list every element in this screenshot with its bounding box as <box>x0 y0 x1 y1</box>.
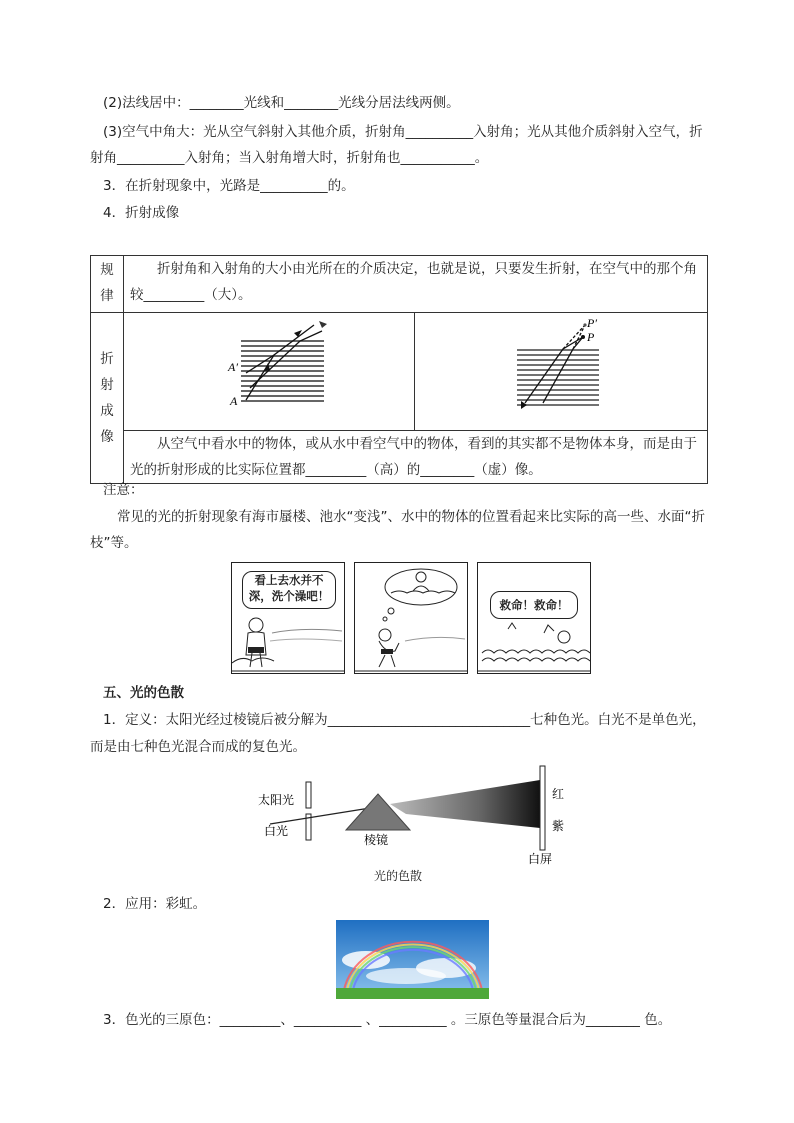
refraction-table <box>90 255 708 484</box>
primary-colors-line: 3．色光的三原色：_________、__________ 、__________ 。三原色等量混合后为________ 色。 <box>103 1012 672 1028</box>
rainbow-photo <box>336 920 489 999</box>
section-title-dispersion: 五、光的色散 <box>103 685 184 701</box>
comic-scene-3 <box>478 563 590 673</box>
eye-icon <box>319 321 327 328</box>
note-text: 常见的光的折射现象有海市蜃楼、池水“变浅”、水中的物体的位置看起来比实际的高一些、水面“折 <box>117 509 705 525</box>
imaging-text: 从空气中看水中的物体，或从水中看空气中的物体，看到的其实都不是物体本身，而是由于光的折射形成的比实际位置都_________（高）的________（虚）像。 <box>124 431 708 484</box>
comic-panel-3 <box>477 562 591 674</box>
rule-label-char: 规 <box>100 262 114 278</box>
imaging-label-char: 射 <box>100 377 114 393</box>
definition-line-cont: 而是由七种色光混合而成的复色光。 <box>90 739 306 755</box>
imaging-label-char: 折 <box>100 351 114 367</box>
speech-bubble: 救命！救命！ <box>490 591 578 619</box>
comic-panel-1 <box>231 562 345 674</box>
white-screen <box>540 766 545 850</box>
label-violet: 紫 <box>552 819 565 833</box>
dispersion-caption: 光的色散 <box>374 869 423 883</box>
label-white-light: 白光 <box>264 824 289 838</box>
refraction-diagram-bird <box>415 313 707 421</box>
text-line-angle: (3)空气中角大：光从空气斜射入其他介质，折射角__________入射角；光从其他介质斜射入空气，折 <box>103 124 703 140</box>
rule-label <box>91 256 124 313</box>
comic-panel-2 <box>354 562 468 674</box>
text-line-normal: (2)法线居中：________光线和________光线分居法线两侧。 <box>103 95 460 111</box>
note-title: 注意： <box>103 482 144 498</box>
text-line-reversible: 3．在折射现象中，光路是__________的。 <box>103 178 355 194</box>
text-line-angle-cont: 射角__________入射角；当入射角增大时，折射角也___________。 <box>90 150 489 166</box>
spectrum-beam <box>390 780 540 828</box>
label-red: 红 <box>552 787 565 801</box>
rule-label-char: 律 <box>100 288 114 304</box>
slit-plate <box>306 782 311 808</box>
label-a-prime: A′ <box>228 360 238 374</box>
imaging-label-char: 成 <box>100 403 114 419</box>
bubble-line: 深，洗个澡吧！ <box>248 589 330 603</box>
definition-line: 1．定义：太阳光经过棱镜后被分解为______________________________七种色光。白光不是单色光， <box>103 712 706 728</box>
imaging-label-char: 像 <box>100 429 114 445</box>
application-line: 2．应用：彩虹。 <box>103 896 207 912</box>
label-sunlight: 太阳光 <box>258 793 295 807</box>
bubble-line: 看上去水并不 <box>254 573 324 587</box>
figure-cell-water-to-air <box>415 313 708 431</box>
refraction-diagram-fish <box>124 313 414 421</box>
comic-scene-1 <box>232 563 344 673</box>
comic-scene-2 <box>355 563 467 673</box>
note-text-cont: 枝”等。 <box>90 535 138 551</box>
label-p: P <box>587 330 595 344</box>
imaging-label <box>91 313 124 484</box>
prism <box>346 794 410 830</box>
text-line-imaging: 4．折射成像 <box>103 205 180 221</box>
arrow-head-icon <box>294 330 302 337</box>
label-screen: 白屏 <box>528 852 553 866</box>
rule-text: 折射角和入射角的大小由光所在的介质决定，也就是说，只要发生折射，在空气中的那个角较_________（大）。 <box>124 256 708 313</box>
label-a: A <box>230 394 238 408</box>
label-p-prime: P′ <box>587 316 597 330</box>
figure-cell-air-to-water <box>124 313 415 431</box>
arrow-head-icon <box>264 363 270 371</box>
label-prism: 棱镜 <box>364 833 389 847</box>
